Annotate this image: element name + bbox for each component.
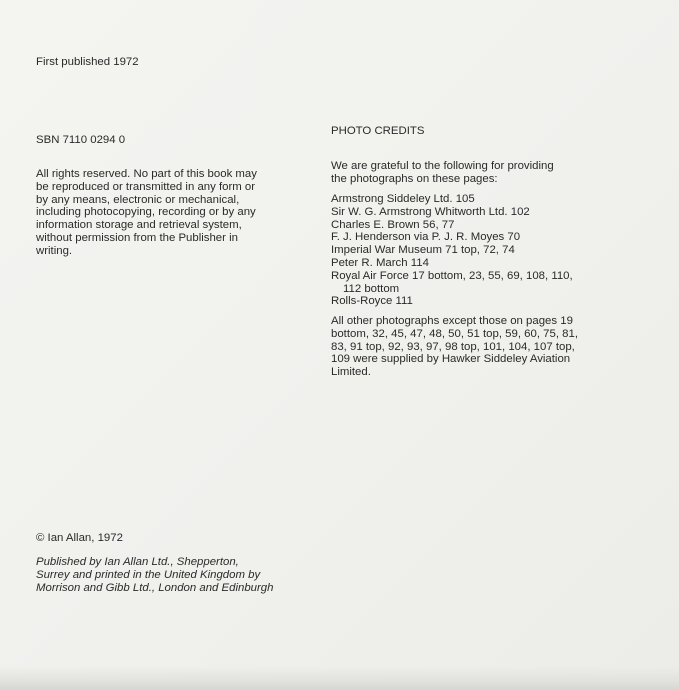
other-photos-note [331,315,578,379]
intro-line: We are grateful to the following for providing [331,160,554,172]
publisher-info [36,556,273,594]
credit-entry: Sir W. G. Armstrong Whitworth Ltd. 102 [331,205,530,218]
credit-entry: Charles E. Brown 56, 77 [331,218,455,231]
credit-entry-continuation: 112 bottom [343,282,400,295]
credit-entry: F. J. Henderson via P. J. R. Moyes 70 [331,231,521,244]
credit-entry: Peter R. March 114 [331,256,429,269]
publisher-line: Surrey and printed in the United Kingdom by [36,568,261,581]
copyright-notice: © Ian Allan, 1972 [36,532,123,544]
rights-line: including photocopying, recording or by any [36,206,256,219]
rights-line: information storage and retrieval system, [36,219,242,232]
note-line: Limited. [331,366,371,379]
rights-line: All rights reserved. No part of this book may [36,168,257,180]
intro-line: the photographs on these pages: [331,172,498,185]
rights-line: writing. [36,244,73,257]
note-line: All other photographs except those on pages 19 [331,315,573,327]
publisher-line: Published by Ian Allan Ltd., Shepperton, [36,556,239,568]
credit-entry: Armstrong Siddeley Ltd. 105 [331,193,475,205]
rights-line: without permission from the Publisher in [36,231,238,244]
rights-line: be reproduced or transmitted in any form or [36,180,256,193]
credit-entry: Rolls-Royce 111 [331,295,413,308]
photo-credits-heading: PHOTO CREDITS [331,125,425,137]
rights-line: by any means, electronic or mechanical, [36,193,240,206]
sbn-number: SBN 7110 0294 0 [36,134,126,146]
note-line: bottom, 32, 45, 47, 48, 50, 51 top, 59, 60, 75, 81, [331,327,578,340]
credits-list [331,193,573,308]
rights-statement [36,168,257,258]
note-line: 83, 91 top, 92, 93, 97, 98 top, 101, 104, 107 top, [331,340,575,353]
credit-entry: Royal Air Force 17 bottom, 23, 55, 69, 108, 110, [331,269,573,282]
first-published: First published 1972 [36,56,139,68]
note-line: 109 were supplied by Hawker Siddeley Aviation [331,353,571,366]
credits-intro [331,160,554,186]
page-bottom-shadow [0,666,679,690]
credit-entry: Imperial War Museum 71 top, 72, 74 [331,244,515,257]
publisher-line: Morrison and Gibb Ltd., London and Edinburgh [36,581,274,594]
